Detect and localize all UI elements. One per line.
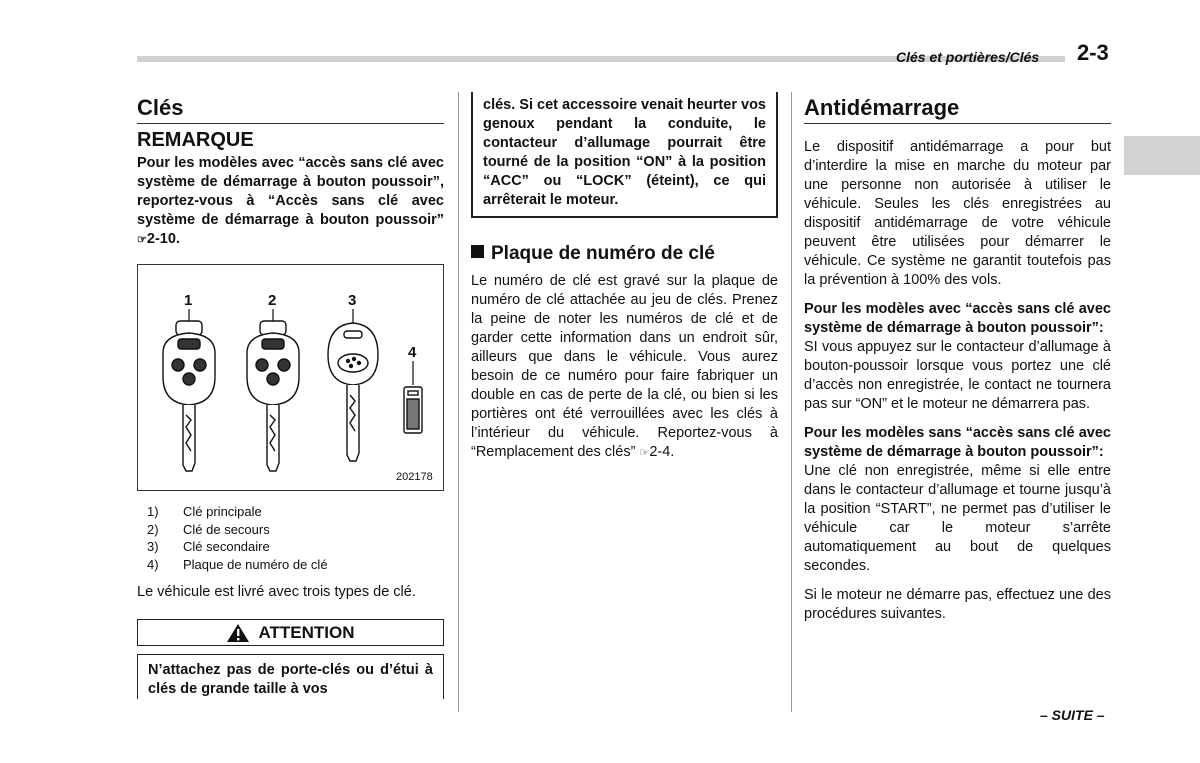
left-column bbox=[137, 95, 444, 699]
condition-without-keyless: Pour les modèles sans “accès sans clé avec système de démarrage à bouton poussoir”: bbox=[804, 425, 1111, 460]
spare-key-icon bbox=[247, 321, 299, 471]
secondary-key-icon bbox=[328, 323, 378, 461]
section-heading-cles: Clés bbox=[137, 95, 184, 120]
column-divider-right bbox=[791, 92, 792, 712]
attention-label: ATTENTION bbox=[258, 622, 355, 642]
header-title: Clés et portières/Clés bbox=[896, 49, 1040, 65]
antidemarrage-paragraph-3: Une clé non enregistrée, même si elle entre dans le contacteur d’allumage et tourne jusqu’à la position “START”, ne permet pas d’utiliser le véhicule car le moteur s’arrête automatiquement au bout de quelques secondes. bbox=[804, 463, 1111, 574]
figure-label-2: 2 bbox=[268, 292, 277, 309]
warning-triangle-icon bbox=[226, 623, 250, 643]
column-divider-left bbox=[458, 92, 459, 712]
middle-column bbox=[471, 92, 778, 463]
plaque-paragraph: Le numéro de clé est gravé sur la plaque de numéro de clé attachée au jeu de clés. Prenez la peine de noter les numéros de clé et de garder cette information dans un endroit sûr, ailleurs que dans le véhicule. Vous aurez besoin de ce numéro pour faire fabriquer un double en cas de perte de la clé, ou bien si les portières ont été verrouillées avec les clés à l’intérieur du véhicule. Reportez-vous à “Remplacement des clés” ☞2-4. bbox=[471, 273, 778, 460]
antidemarrage-paragraph-1: Le dispositif antidémarrage a pour but d’interdire la mise en marche du moteur par une personne non autorisée à utiliser le véhicule. Seules les clés enregistrées au dispositif antidémarrage de votre véhicule peuvent être utilisées pour démarrer le véhicule. Ce système ne garantit toutefois pas la prévention à 100% des vols. bbox=[804, 139, 1111, 288]
heading-rule bbox=[137, 123, 444, 124]
page-number: 2-3 bbox=[1077, 40, 1109, 65]
note-text: Pour les modèles avec “accès sans clé avec système de démarrage à bouton poussoir”, reportez-vous à “Accès sans clé avec système de démarrage à bouton poussoir” ☞2-10. bbox=[137, 155, 444, 247]
key-number-plate-icon bbox=[404, 387, 422, 433]
list-item: 1) Clé principale bbox=[147, 504, 262, 519]
keys-illustration bbox=[138, 265, 443, 490]
continued-footer: – SUITE – bbox=[1040, 707, 1105, 723]
right-column bbox=[804, 95, 1111, 624]
list-item: 3) Clé secondaire bbox=[147, 539, 270, 554]
note-ref: 2-10. bbox=[146, 231, 180, 247]
keys-figure bbox=[137, 264, 444, 491]
heading-rule bbox=[804, 123, 1111, 124]
section-heading-plaque: Plaque de numéro de clé bbox=[471, 242, 778, 266]
attention-text: N’attachez pas de porte-clés ou d’étui à clés de grande taille à vos bbox=[148, 662, 433, 697]
list-item: 2) Clé de secours bbox=[147, 521, 270, 537]
figure-legend bbox=[147, 503, 444, 573]
attention-header bbox=[137, 619, 444, 646]
figure-code: 202178 bbox=[396, 471, 433, 483]
figure-label-3: 3 bbox=[348, 292, 357, 309]
keys-paragraph: Le véhicule est livré avec trois types de clé. bbox=[137, 584, 416, 600]
antidemarrage-paragraph-2: SI vous appuyez sur le contacteur d’allumage à bouton-poussoir lorsque vous portez une clé d’accès non enregistrée, le contact ne tournera pas sur “ON” et le moteur ne démarrera pas. bbox=[804, 339, 1111, 412]
plaque-ref: 2-4. bbox=[649, 444, 675, 460]
section-heading-antidemarrage: Antidémarrage bbox=[804, 95, 960, 120]
note-heading: REMARQUE bbox=[137, 129, 254, 151]
list-item: 4) Plaque de numéro de clé bbox=[147, 556, 328, 572]
attention-box bbox=[137, 654, 444, 699]
attention-continued-box bbox=[471, 92, 778, 218]
attention-continued-text: clés. Si cet accessoire venait heurter vos genoux pendant la conduite, le contacteur d’allumage pourrait être tourné de la position “ON” à la position “ACC” ou “LOCK” (éteint), ce qui arrêterait le moteur. bbox=[483, 97, 766, 208]
antidemarrage-paragraph-4: Si le moteur ne démarre pas, effectuez une des procédures suivantes. bbox=[804, 587, 1111, 622]
reference-icon: ☞ bbox=[639, 447, 650, 459]
figure-label-1: 1 bbox=[184, 292, 193, 309]
section-square-icon bbox=[471, 245, 484, 258]
reference-icon: ☞ bbox=[137, 234, 147, 246]
condition-with-keyless: Pour les modèles avec “accès sans clé avec système de démarrage à bouton poussoir”: bbox=[804, 301, 1111, 336]
figure-label-4: 4 bbox=[408, 344, 417, 361]
main-key-icon bbox=[163, 321, 215, 471]
chapter-tab bbox=[1124, 136, 1200, 175]
